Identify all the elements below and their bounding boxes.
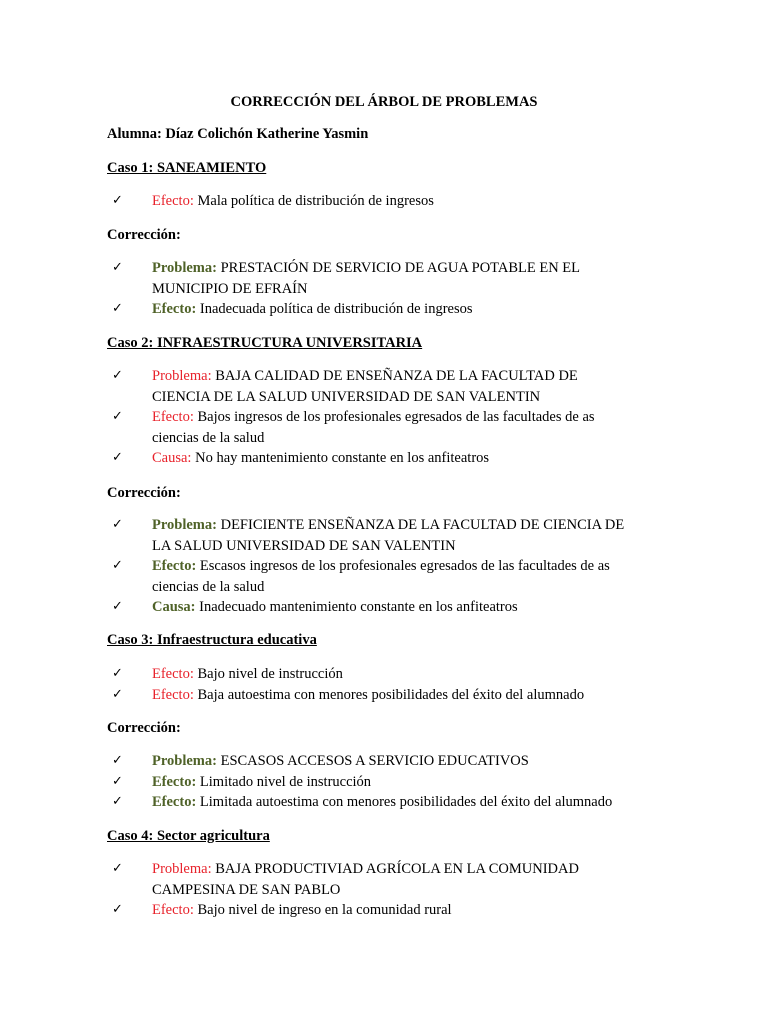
bullet-label: Problema: — [152, 861, 212, 877]
corrected-bullet-item — [112, 556, 661, 597]
original-bullet-item — [112, 407, 661, 448]
bullet-label: Efecto: — [152, 794, 197, 810]
bullet-text: No hay mantenimiento constante en los anfiteatros — [195, 450, 490, 466]
bullet-continuation-line: CIENCIA DE LA SALUD UNIVERSIDAD DE SAN VALENTIN — [152, 388, 541, 405]
bullet-first-line — [131, 597, 661, 618]
bullet-text: Limitado nivel de instrucción — [199, 773, 372, 790]
checkmark-icon: ✓ — [112, 301, 123, 316]
bullet-label: Efecto: — [152, 409, 194, 425]
bullet-label: Efecto: — [152, 193, 194, 209]
bullet-label: Efecto: — [152, 666, 194, 682]
bullet-first-line — [131, 556, 661, 577]
bullet-label: Efecto: — [152, 558, 197, 574]
bullet-first-line — [131, 900, 661, 921]
bullet-text: Escasos ingresos de los profesionales egresados de las facultades de as — [199, 558, 610, 574]
bullet-first-line — [131, 258, 661, 279]
bullet-first-line — [131, 664, 661, 685]
bullet-label: Efecto: — [152, 902, 194, 918]
bullet-first-line — [131, 366, 661, 387]
bullet-continuation-line: CAMPESINA DE SAN PABLO — [152, 881, 341, 898]
bullet-first-line — [131, 685, 661, 706]
original-bullet-item — [112, 664, 661, 685]
corrected-bullet-item — [112, 299, 661, 320]
bullet-first-line — [131, 448, 661, 469]
bullet-first-line — [131, 299, 661, 320]
checkmark-icon: ✓ — [112, 368, 123, 383]
bullet-continuation-line: LA SALUD UNIVERSIDAD DE SAN VALENTIN — [152, 537, 456, 554]
corrected-bullet-item — [112, 597, 661, 618]
bullet-text: Limitada autoestima con menores posibilidades del éxito del alumnado — [199, 794, 613, 810]
bullet-first-line — [131, 407, 661, 428]
bullet-first-line — [131, 191, 661, 212]
bullet-text: Bajo nivel de ingreso en la comunidad rural — [197, 902, 452, 918]
checkmark-icon: ✓ — [112, 794, 123, 809]
checkmark-icon: ✓ — [112, 260, 123, 275]
correction-heading: Corrección: — [107, 720, 181, 736]
bullet-text: Inadecuada política de distribución de ingresos — [199, 301, 473, 317]
bullet-text: Bajo nivel de instrucción — [197, 666, 343, 682]
corrected-bullet-item — [112, 751, 661, 772]
corrected-bullet-item — [112, 772, 661, 793]
bullet-first-line — [131, 792, 661, 813]
checkmark-icon: ✓ — [112, 753, 123, 768]
corrected-bullet-item — [112, 792, 661, 813]
bullet-first-line — [131, 751, 661, 772]
bullet-label: Efecto: — [152, 686, 194, 703]
original-bullet-item — [112, 191, 661, 212]
bullet-label: Problema: — [152, 260, 217, 276]
bullet-first-line — [131, 515, 661, 536]
bullet-text: PRESTACIÓN DE SERVICIO DE AGUA POTABLE EN EL — [220, 260, 581, 276]
bullet-continuation-line: ciencias de la salud — [152, 429, 265, 446]
case-heading: Caso 1: SANEAMIENTO — [107, 160, 267, 176]
checkmark-icon: ✓ — [112, 193, 123, 208]
bullet-label: Problema: — [152, 368, 212, 384]
bullet-text: Mala política de distribución de ingresos — [197, 193, 434, 209]
corrected-bullet-item — [112, 258, 661, 299]
bullet-text: Bajos ingresos de los profesionales egresados de las facultades de as — [197, 409, 595, 425]
original-bullet-item — [112, 900, 661, 921]
bullet-text: DEFICIENTE ENSEÑANZA DE LA FACULTAD DE CIENCIA DE — [220, 517, 625, 533]
bullet-label: Causa: — [152, 599, 196, 615]
checkmark-icon: ✓ — [112, 599, 123, 614]
bullet-label: Efecto: — [152, 301, 197, 317]
bullet-text: Inadecuado mantenimiento constante en los anfiteatros — [199, 599, 518, 615]
bullet-continuation-line: ciencias de la salud — [152, 578, 265, 595]
checkmark-icon: ✓ — [112, 902, 123, 917]
checkmark-icon: ✓ — [112, 773, 123, 789]
bullet-label: Problema: — [152, 753, 217, 769]
checkmark-icon: ✓ — [112, 517, 123, 532]
bullet-text: BAJA CALIDAD DE ENSEÑANZA DE LA FACULTAD DE — [215, 368, 578, 384]
original-bullet-item — [112, 448, 661, 469]
bullet-text: Baja autoestima con menores posibilidades del éxito del alumnado — [197, 686, 585, 703]
bullet-text: ESCASOS ACCESOS A SERVICIO EDUCATIVOS — [220, 753, 529, 769]
bullet-text: BAJA PRODUCTIVIAD AGRÍCOLA EN LA COMUNIDAD — [215, 861, 579, 877]
case-heading: Caso 3: Infraestructura educativa — [107, 632, 317, 648]
checkmark-icon: ✓ — [112, 409, 123, 424]
checkmark-icon: ✓ — [112, 686, 123, 702]
bullet-first-line — [131, 859, 661, 880]
correction-heading: Corrección: — [107, 227, 181, 243]
case-heading: Caso 2: INFRAESTRUCTURA UNIVERSITARIA — [107, 335, 423, 351]
bullet-continuation-line: MUNICIPIO DE EFRAÍN — [152, 280, 308, 297]
original-bullet-item — [112, 685, 661, 706]
checkmark-icon: ✓ — [112, 861, 123, 876]
checkmark-icon: ✓ — [112, 666, 123, 681]
bullet-first-line — [131, 772, 661, 793]
bullet-label: Problema: — [152, 517, 217, 533]
original-bullet-item — [112, 366, 661, 407]
bullet-label: Causa: — [152, 450, 192, 466]
corrected-bullet-item — [112, 515, 661, 556]
bullet-label: Efecto: — [152, 773, 197, 790]
original-bullet-item — [112, 859, 661, 900]
checkmark-icon: ✓ — [112, 450, 123, 465]
document-title: CORRECCIÓN DEL ÁRBOL DE PROBLEMAS — [230, 94, 538, 110]
checkmark-icon: ✓ — [112, 558, 123, 573]
correction-heading: Corrección: — [107, 485, 181, 501]
student-name: Alumna: Díaz Colichón Katherine Yasmin — [107, 126, 369, 142]
case-heading: Caso 4: Sector agricultura — [107, 828, 270, 844]
